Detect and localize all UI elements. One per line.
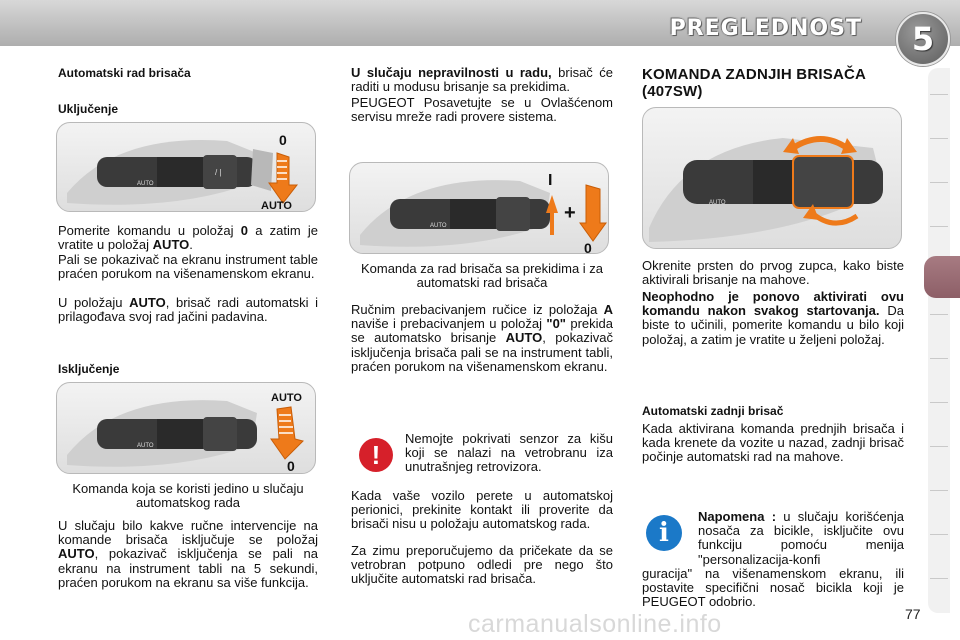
- bold-text: "0": [546, 316, 566, 332]
- warning-icon: !: [359, 438, 393, 472]
- paragraph-service: PEUGEOT Posavetujte se u Ovlašćenom servisu mreže radi provere sistema.: [351, 95, 613, 125]
- header-divider: [0, 46, 960, 54]
- chapter-number: 5: [911, 20, 935, 58]
- bold-text: AUTO: [58, 546, 95, 562]
- note-text-rest: guracija" na višenamenskom ekranu, ili postavite specifični nosač bicikla koji je PEUGEOT odobrio.: [642, 566, 904, 610]
- illustration-stalk-intermittent: [349, 162, 609, 254]
- lever-print: AUTO: [137, 443, 154, 449]
- tab-divider: [930, 314, 948, 315]
- chapter-tab-rail: [928, 68, 950, 613]
- text-fragment: naviše i prebacivanjem u položaj: [351, 316, 547, 332]
- paragraph-move-control: [58, 224, 318, 252]
- section-title-auto-wipe: Automatski rad brisača: [58, 66, 191, 80]
- lever-print: AUTO: [709, 200, 726, 206]
- text-fragment: Pomerite komandu u položaj: [58, 223, 241, 238]
- lever-print: AUTO: [137, 181, 154, 187]
- tab-divider: [930, 534, 948, 535]
- illustration-stalk-on: [56, 122, 316, 212]
- tab-divider: [930, 446, 948, 447]
- tab-divider: [930, 226, 948, 227]
- bold-text: Neophodno je ponovo aktivirati ovu komandu nakon svakog startovanja.: [642, 289, 904, 319]
- page-number: 77: [905, 606, 921, 622]
- bold-text: AUTO: [505, 330, 543, 346]
- bold-text: A: [603, 302, 613, 317]
- svg-text:/ |: / |: [215, 168, 222, 177]
- tab-divider: [930, 138, 948, 139]
- paragraph-auto-mode: [58, 296, 318, 324]
- paragraph-malfunction: [351, 66, 613, 94]
- text-fragment: , pokazivač isključenja se pali na ekranu na instrument tabli na 5 sekundi, praćen porukom na ekranu sa više funkcija.: [58, 546, 318, 590]
- text-fragment: , pokazivač isključenja brisača pali se na instrument tabli, praćen porukom na višenamenskom ekranu.: [351, 330, 613, 374]
- warning-text-winter: Za zimu preporučujemo da pričekate da se vetrobran potpuno odledi pre nego što uključite automatski rad brisača.: [351, 543, 613, 587]
- section-title-rear-wiper: KOMANDA ZADNJIH BRISAČA (407SW): [642, 66, 866, 100]
- text-fragment: a zatim je vratite u položaj: [58, 223, 319, 253]
- active-chapter-tab[interactable]: [924, 256, 960, 298]
- paragraph-indicator: Pali se pokazivač na ekranu instrument table praćen porukom na višenamenskom ekranu.: [58, 252, 318, 282]
- text-fragment: brisač će raditi u modusu brisanje sa prekidima.: [351, 65, 614, 95]
- text-fragment: U položaju: [58, 295, 130, 310]
- heading-auto-rear-wiper: Automatski zadnji brisač: [642, 404, 784, 418]
- position-zero-label: 0: [279, 132, 287, 148]
- lever-print: AUTO: [430, 223, 447, 229]
- tab-divider: [930, 182, 948, 183]
- text-fragment: prekida se automatsko brisanje: [351, 316, 613, 346]
- text-fragment: .: [189, 237, 193, 253]
- paragraph-ring: Okrenite prsten do prvog zupca, kako biste aktivirali brisanje na mahove.: [642, 258, 904, 288]
- paragraph-manual-switch: [351, 303, 613, 374]
- tab-divider: [930, 358, 948, 359]
- caption-auto-only: Komanda koja se koristi jedino u slučaju automatskog rada: [72, 481, 304, 511]
- illustration-rear-wiper-ring: [642, 107, 902, 249]
- warning-text-car-wash: Kada vaše vozilo perete u automatskoj perionici, prekinite kontakt ili proverite da brisači nisu u položaju automatskog rada.: [351, 488, 613, 532]
- tab-divider: [930, 402, 948, 403]
- caption-intermittent: Komanda za rad brisača sa prekidima i za automatski rad brisača: [360, 261, 604, 291]
- plus-label: +: [564, 202, 576, 224]
- text-fragment: , brisač radi automatski i prilagođava svoj rad jačini padavina.: [58, 295, 318, 325]
- heading-switch-on: Uključenje: [58, 102, 119, 116]
- watermark: carmanualsonline.info: [468, 610, 722, 638]
- bold-text: AUTO: [152, 237, 190, 253]
- chapter-badge: [896, 12, 950, 66]
- position-auto-label: AUTO: [261, 200, 292, 212]
- illustration-stalk-off: [56, 382, 316, 474]
- text-fragment: Da biste to učinili, pomerite komandu u bilo koji položaj, a zatim je vratite u željeni položaj.: [642, 303, 904, 347]
- position-zero-label: 0: [584, 240, 592, 254]
- position-auto-label: AUTO: [271, 392, 302, 404]
- bold-text: Napomena :: [698, 509, 777, 524]
- bold-text: U slučaju nepravilnosti u radu,: [351, 65, 552, 80]
- position-zero-label: 0: [287, 458, 295, 474]
- paragraph-manual-intervention: [58, 519, 318, 590]
- tab-divider: [930, 94, 948, 95]
- tab-divider: [930, 490, 948, 491]
- text-fragment: U slučaju bilo kakve ručne intervencije na komande brisača isključuje se položaj: [58, 518, 318, 548]
- tab-divider: [930, 578, 948, 579]
- note-text-lead: [698, 510, 904, 567]
- heading-switch-off: Isključenje: [58, 362, 120, 376]
- paragraph-auto-rear-wiper: Kada aktivirana komanda prednjih brisača i kada krenete da vozite u nazad, zadnji brisač počinje automatski rad na mahove.: [642, 421, 904, 465]
- text-fragment: Ručnim prebacivanjem ručice iz položaja: [351, 302, 604, 317]
- page-title: PREGLEDNOST: [669, 16, 862, 41]
- paragraph-reactivate: [642, 290, 904, 347]
- bold-text: AUTO: [129, 295, 166, 310]
- position-one-label: I: [548, 172, 553, 189]
- text-fragment: u slučaju korišćenja nosača za bicikle, isključite ovu funkciju pomoću menija "personalizacija-konfi: [698, 509, 905, 567]
- info-icon: i: [646, 515, 682, 551]
- warning-text-lead: Nemojte pokrivati senzor za kišu koji se nalazi na vetrobranu iza unutrašnjeg retrovizora.: [405, 431, 613, 475]
- bold-text: 0: [240, 223, 248, 238]
